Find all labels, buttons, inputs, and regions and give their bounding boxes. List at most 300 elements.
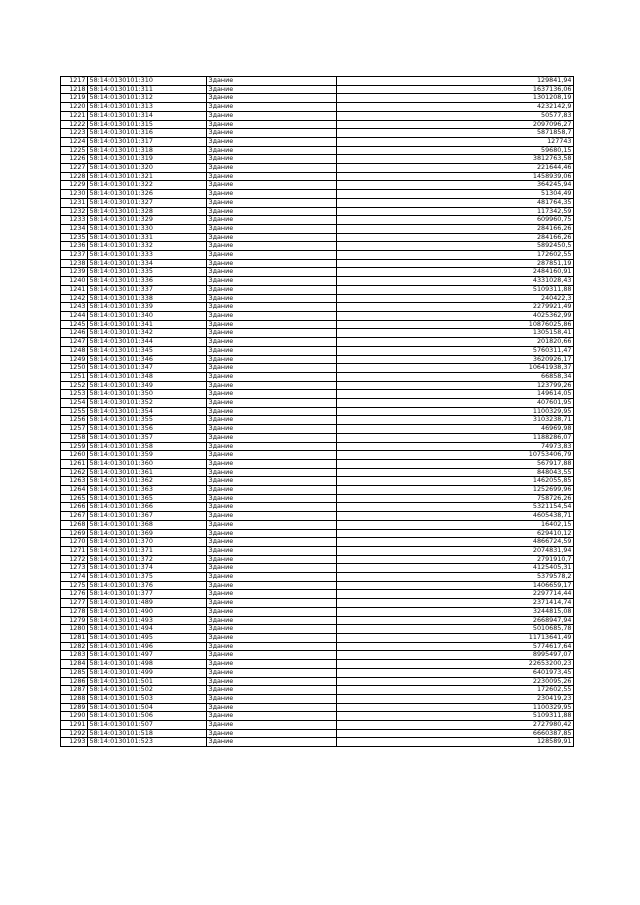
row-number-cell: 1280 [61,625,88,634]
cadastral-number-cell: 58:14:0130101:366 [88,503,207,512]
object-type-cell: Здание [207,494,337,503]
row-number-cell: 1243 [61,303,88,312]
cadastral-value-cell: 2230095,26 [337,677,574,686]
table-row [61,703,574,712]
table-row [61,251,574,260]
cadastral-value-cell: 5321154,54 [337,503,574,512]
object-type-cell: Здание [207,738,337,747]
cadastral-value-cell: 10753406,79 [337,451,574,460]
cadastral-number-cell: 58:14:0130101:363 [88,486,207,495]
cadastral-number-cell: 58:14:0130101:321 [88,172,207,181]
row-number-cell: 1217 [61,77,88,86]
cadastral-number-cell: 58:14:0130101:346 [88,355,207,364]
cadastral-number-cell: 58:14:0130101:345 [88,346,207,355]
cadastral-number-cell: 58:14:0130101:497 [88,651,207,660]
row-number-cell: 1268 [61,520,88,529]
cadastral-value-cell: 481764,35 [337,198,574,207]
cadastral-value-cell: 22653200,23 [337,660,574,669]
object-type-cell: Здание [207,268,337,277]
row-number-cell: 1245 [61,320,88,329]
cadastral-value-cell: 4605438,71 [337,512,574,521]
cadastral-value-cell: 11713641,49 [337,634,574,643]
cadastral-number-cell: 58:14:0130101:312 [88,94,207,103]
cadastral-value-cell: 5871858,7 [337,129,574,138]
table-row [61,346,574,355]
cadastral-number-cell: 58:14:0130101:327 [88,198,207,207]
object-type-cell: Здание [207,529,337,538]
object-type-cell: Здание [207,172,337,181]
table-row [61,590,574,599]
row-number-cell: 1287 [61,686,88,695]
cadastral-number-cell: 58:14:0130101:332 [88,242,207,251]
table-row [61,599,574,608]
row-number-cell: 1257 [61,425,88,434]
table-row [61,303,574,312]
table-row [61,712,574,721]
cadastral-number-cell: 58:14:0130101:342 [88,329,207,338]
row-number-cell: 1271 [61,546,88,555]
row-number-cell: 1290 [61,712,88,721]
table-row [61,355,574,364]
table-row [61,634,574,643]
cadastral-number-cell: 58:14:0130101:498 [88,660,207,669]
object-type-cell: Здание [207,224,337,233]
cadastral-value-cell: 848043,55 [337,468,574,477]
table-row [61,311,574,320]
cadastral-number-cell: 58:14:0130101:347 [88,364,207,373]
object-type-cell: Здание [207,677,337,686]
object-type-cell: Здание [207,155,337,164]
table-row [61,103,574,112]
cadastral-value-cell: 3812763,58 [337,155,574,164]
object-type-cell: Здание [207,634,337,643]
object-type-cell: Здание [207,477,337,486]
cadastral-value-cell: 3244815,08 [337,607,574,616]
row-number-cell: 1267 [61,512,88,521]
cadastral-value-table [60,76,574,747]
object-type-cell: Здание [207,694,337,703]
table-row [61,729,574,738]
object-type-cell: Здание [207,329,337,338]
object-type-cell: Здание [207,146,337,155]
cadastral-number-cell: 58:14:0130101:354 [88,407,207,416]
object-type-cell: Здание [207,94,337,103]
cadastral-value-cell: 3620926,17 [337,355,574,364]
row-number-cell: 1250 [61,364,88,373]
row-number-cell: 1244 [61,311,88,320]
table-row [61,216,574,225]
row-number-cell: 1224 [61,137,88,146]
object-type-cell: Здание [207,721,337,730]
row-number-cell: 1285 [61,668,88,677]
cadastral-number-cell: 58:14:0130101:341 [88,320,207,329]
object-type-cell: Здание [207,651,337,660]
cadastral-number-cell: 58:14:0130101:319 [88,155,207,164]
cadastral-value-cell: 4232142,9 [337,103,574,112]
row-number-cell: 1242 [61,294,88,303]
object-type-cell: Здание [207,364,337,373]
table-row [61,477,574,486]
object-type-cell: Здание [207,242,337,251]
cadastral-number-cell: 58:14:0130101:361 [88,468,207,477]
cadastral-value-cell: 221644,46 [337,164,574,173]
cadastral-number-cell: 58:14:0130101:320 [88,164,207,173]
cadastral-value-cell: 8995497,07 [337,651,574,660]
cadastral-value-cell: 284166,26 [337,224,574,233]
row-number-cell: 1241 [61,285,88,294]
object-type-cell: Здание [207,407,337,416]
row-number-cell: 1274 [61,573,88,582]
cadastral-value-cell: 287851,19 [337,259,574,268]
object-type-cell: Здание [207,668,337,677]
cadastral-number-cell: 58:14:0130101:371 [88,546,207,555]
object-type-cell: Здание [207,355,337,364]
cadastral-value-cell: 4866724,59 [337,538,574,547]
object-type-cell: Здание [207,77,337,86]
table-row [61,77,574,86]
object-type-cell: Здание [207,546,337,555]
table-row [61,555,574,564]
table-row [61,486,574,495]
table-row [61,364,574,373]
row-number-cell: 1228 [61,172,88,181]
cadastral-number-cell: 58:14:0130101:499 [88,668,207,677]
object-type-cell: Здание [207,607,337,616]
table-row [61,85,574,94]
cadastral-number-cell: 58:14:0130101:374 [88,564,207,573]
cadastral-value-cell: 629410,12 [337,529,574,538]
cadastral-number-cell: 58:14:0130101:337 [88,285,207,294]
row-number-cell: 1254 [61,399,88,408]
row-number-cell: 1288 [61,694,88,703]
cadastral-value-cell: 129841,94 [337,77,574,86]
cadastral-value-cell: 2668947,94 [337,616,574,625]
table-row [61,451,574,460]
cadastral-value-cell: 201820,66 [337,338,574,347]
cadastral-number-cell: 58:14:0130101:316 [88,129,207,138]
table-row [61,277,574,286]
object-type-cell: Здание [207,103,337,112]
cadastral-value-cell: 240422,3 [337,294,574,303]
cadastral-value-cell: 5892450,5 [337,242,574,251]
cadastral-value-cell: 1301208,19 [337,94,574,103]
table-row [61,390,574,399]
cadastral-number-cell: 58:14:0130101:494 [88,625,207,634]
cadastral-value-cell: 2727980,42 [337,721,574,730]
row-number-cell: 1264 [61,486,88,495]
table-row [61,129,574,138]
row-number-cell: 1286 [61,677,88,686]
row-number-cell: 1276 [61,590,88,599]
cadastral-number-cell: 58:14:0130101:359 [88,451,207,460]
table-row [61,546,574,555]
object-type-cell: Здание [207,381,337,390]
table-row [61,564,574,573]
object-type-cell: Здание [207,520,337,529]
cadastral-value-cell: 407601,95 [337,399,574,408]
cadastral-number-cell: 58:14:0130101:350 [88,390,207,399]
object-type-cell: Здание [207,538,337,547]
cadastral-number-cell: 58:14:0130101:518 [88,729,207,738]
object-type-cell: Здание [207,164,337,173]
cadastral-number-cell: 58:14:0130101:328 [88,207,207,216]
table-row [61,155,574,164]
object-type-cell: Здание [207,320,337,329]
row-number-cell: 1240 [61,277,88,286]
cadastral-number-cell: 58:14:0130101:322 [88,181,207,190]
cadastral-number-cell: 58:14:0130101:333 [88,251,207,260]
cadastral-number-cell: 58:14:0130101:329 [88,216,207,225]
cadastral-number-cell: 58:14:0130101:501 [88,677,207,686]
object-type-cell: Здание [207,111,337,120]
object-type-cell: Здание [207,729,337,738]
object-type-cell: Здание [207,303,337,312]
cadastral-value-cell: 2074831,94 [337,546,574,555]
table-row [61,677,574,686]
cadastral-value-cell: 567917,88 [337,459,574,468]
object-type-cell: Здание [207,233,337,242]
object-type-cell: Здание [207,425,337,434]
cadastral-number-cell: 58:14:0130101:334 [88,259,207,268]
cadastral-value-cell: 5109311,88 [337,285,574,294]
row-number-cell: 1283 [61,651,88,660]
cadastral-value-cell: 46969,98 [337,425,574,434]
table-row [61,407,574,416]
cadastral-value-cell: 364245,94 [337,181,574,190]
cadastral-number-cell: 58:14:0130101:310 [88,77,207,86]
table-row [61,538,574,547]
object-type-cell: Здание [207,294,337,303]
cadastral-number-cell: 58:14:0130101:362 [88,477,207,486]
table-row [61,137,574,146]
object-type-cell: Здание [207,573,337,582]
row-number-cell: 1292 [61,729,88,738]
table-row [61,625,574,634]
cadastral-value-cell: 172602,55 [337,686,574,695]
table-row [61,520,574,529]
cadastral-value-cell: 1305158,41 [337,329,574,338]
row-number-cell: 1237 [61,251,88,260]
cadastral-value-cell: 5010685,78 [337,625,574,634]
row-number-cell: 1263 [61,477,88,486]
cadastral-number-cell: 58:14:0130101:503 [88,694,207,703]
cadastral-value-cell: 2297714,44 [337,590,574,599]
table-row [61,581,574,590]
table-row [61,294,574,303]
table-row [61,512,574,521]
row-number-cell: 1247 [61,338,88,347]
cadastral-value-cell: 1188286,07 [337,433,574,442]
row-number-cell: 1291 [61,721,88,730]
row-number-cell: 1220 [61,103,88,112]
cadastral-value-cell: 128589,91 [337,738,574,747]
table-row [61,399,574,408]
object-type-cell: Здание [207,338,337,347]
object-type-cell: Здание [207,616,337,625]
table-row [61,642,574,651]
table-row [61,694,574,703]
row-number-cell: 1279 [61,616,88,625]
cadastral-number-cell: 58:14:0130101:493 [88,616,207,625]
table-row [61,111,574,120]
cadastral-number-cell: 58:14:0130101:330 [88,224,207,233]
cadastral-value-cell: 5760311,47 [337,346,574,355]
row-number-cell: 1266 [61,503,88,512]
object-type-cell: Здание [207,451,337,460]
object-type-cell: Здание [207,207,337,216]
cadastral-number-cell: 58:14:0130101:369 [88,529,207,538]
object-type-cell: Здание [207,390,337,399]
row-number-cell: 1218 [61,85,88,94]
cadastral-number-cell: 58:14:0130101:502 [88,686,207,695]
row-number-cell: 1278 [61,607,88,616]
row-number-cell: 1231 [61,198,88,207]
row-number-cell: 1272 [61,555,88,564]
object-type-cell: Здание [207,503,337,512]
cadastral-value-cell: 172602,55 [337,251,574,260]
object-type-cell: Здание [207,512,337,521]
row-number-cell: 1238 [61,259,88,268]
cadastral-value-cell: 2484160,91 [337,268,574,277]
row-number-cell: 1236 [61,242,88,251]
row-number-cell: 1258 [61,433,88,442]
table-row [61,242,574,251]
cadastral-value-cell: 758726,26 [337,494,574,503]
table-row [61,94,574,103]
cadastral-number-cell: 58:14:0130101:318 [88,146,207,155]
cadastral-number-cell: 58:14:0130101:365 [88,494,207,503]
object-type-cell: Здание [207,198,337,207]
table-row [61,416,574,425]
cadastral-number-cell: 58:14:0130101:355 [88,416,207,425]
cadastral-value-cell: 1100329,95 [337,703,574,712]
cadastral-number-cell: 58:14:0130101:370 [88,538,207,547]
table-row [61,224,574,233]
row-number-cell: 1273 [61,564,88,573]
table-row [61,285,574,294]
cadastral-number-cell: 58:14:0130101:335 [88,268,207,277]
cadastral-number-cell: 58:14:0130101:489 [88,599,207,608]
cadastral-number-cell: 58:14:0130101:317 [88,137,207,146]
table-row [61,459,574,468]
table-row [61,616,574,625]
cadastral-number-cell: 58:14:0130101:340 [88,311,207,320]
object-type-cell: Здание [207,642,337,651]
cadastral-number-cell: 58:14:0130101:314 [88,111,207,120]
table-row [61,320,574,329]
cadastral-number-cell: 58:14:0130101:360 [88,459,207,468]
table-row [61,721,574,730]
row-number-cell: 1275 [61,581,88,590]
object-type-cell: Здание [207,372,337,381]
cadastral-value-cell: 4125405,31 [337,564,574,573]
cadastral-number-cell: 58:14:0130101:315 [88,120,207,129]
row-number-cell: 1260 [61,451,88,460]
table-row [61,207,574,216]
table-row [61,329,574,338]
row-number-cell: 1232 [61,207,88,216]
cadastral-value-cell: 2097096,27 [337,120,574,129]
row-number-cell: 1262 [61,468,88,477]
object-type-cell: Здание [207,120,337,129]
cadastral-value-cell: 74973,83 [337,442,574,451]
row-number-cell: 1252 [61,381,88,390]
cadastral-number-cell: 58:14:0130101:352 [88,399,207,408]
table-row [61,164,574,173]
cadastral-value-cell: 4025362,99 [337,311,574,320]
object-type-cell: Здание [207,251,337,260]
object-type-cell: Здание [207,686,337,695]
table-row [61,494,574,503]
object-type-cell: Здание [207,660,337,669]
cadastral-value-cell: 1462055,85 [337,477,574,486]
table-row [61,425,574,434]
object-type-cell: Здание [207,442,337,451]
row-number-cell: 1226 [61,155,88,164]
row-number-cell: 1222 [61,120,88,129]
row-number-cell: 1265 [61,494,88,503]
object-type-cell: Здание [207,468,337,477]
object-type-cell: Здание [207,137,337,146]
object-type-cell: Здание [207,590,337,599]
row-number-cell: 1259 [61,442,88,451]
table-row [61,660,574,669]
cadastral-number-cell: 58:14:0130101:348 [88,372,207,381]
row-number-cell: 1219 [61,94,88,103]
row-number-cell: 1251 [61,372,88,381]
table-row [61,468,574,477]
cadastral-value-cell: 1637136,06 [337,85,574,94]
cadastral-value-cell: 1252699,96 [337,486,574,495]
cadastral-value-cell: 149614,05 [337,390,574,399]
object-type-cell: Здание [207,433,337,442]
object-type-cell: Здание [207,581,337,590]
cadastral-value-cell: 59680,15 [337,146,574,155]
table-row [61,172,574,181]
table-row [61,146,574,155]
cadastral-number-cell: 58:14:0130101:311 [88,85,207,94]
row-number-cell: 1221 [61,111,88,120]
cadastral-value-cell: 230419,23 [337,694,574,703]
row-number-cell: 1249 [61,355,88,364]
table-row [61,372,574,381]
cadastral-value-cell: 4331028,43 [337,277,574,286]
row-number-cell: 1277 [61,599,88,608]
object-type-cell: Здание [207,555,337,564]
row-number-cell: 1239 [61,268,88,277]
cadastral-number-cell: 58:14:0130101:368 [88,520,207,529]
cadastral-value-cell: 10641938,37 [337,364,574,373]
cadastral-number-cell: 58:14:0130101:495 [88,634,207,643]
cadastral-value-cell: 5109311,88 [337,712,574,721]
row-number-cell: 1270 [61,538,88,547]
row-number-cell: 1284 [61,660,88,669]
row-number-cell: 1223 [61,129,88,138]
object-type-cell: Здание [207,259,337,268]
cadastral-number-cell: 58:14:0130101:331 [88,233,207,242]
table-row [61,442,574,451]
cadastral-number-cell: 58:14:0130101:338 [88,294,207,303]
object-type-cell: Здание [207,703,337,712]
cadastral-number-cell: 58:14:0130101:313 [88,103,207,112]
cadastral-number-cell: 58:14:0130101:490 [88,607,207,616]
row-number-cell: 1246 [61,329,88,338]
cadastral-value-cell: 6401973,45 [337,668,574,677]
cadastral-number-cell: 58:14:0130101:367 [88,512,207,521]
cadastral-number-cell: 58:14:0130101:336 [88,277,207,286]
table-row [61,181,574,190]
cadastral-number-cell: 58:14:0130101:523 [88,738,207,747]
